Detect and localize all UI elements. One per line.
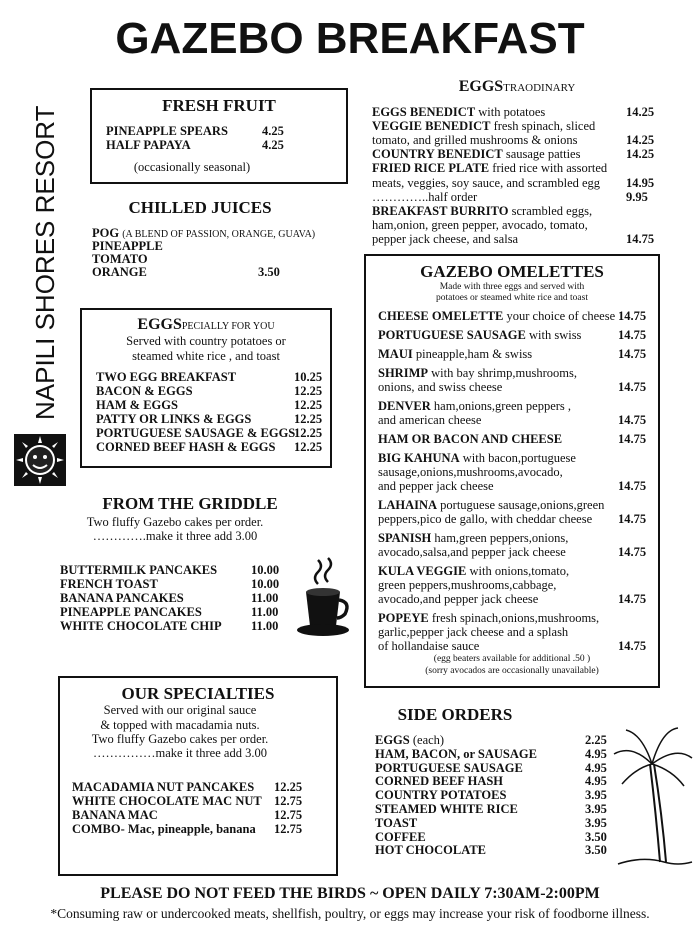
fruit-item-name: PINEAPPLE SPEARS bbox=[106, 124, 228, 138]
fresh-fruit-heading: FRESH FRUIT bbox=[162, 96, 276, 115]
egg-item-name: BACON & EGGS bbox=[96, 384, 193, 398]
side-order-name: COUNTRY POTATOES bbox=[375, 788, 507, 803]
omelette-desc: of hollandaise sauce bbox=[378, 639, 480, 653]
omelette-desc: avocado,and pepper jack cheese bbox=[378, 592, 539, 606]
omelette-price: 14.75 bbox=[618, 592, 647, 606]
egg-item-name: HAM & EGGS bbox=[96, 398, 178, 412]
eggspecially-heading bbox=[82, 316, 330, 334]
omelette-line bbox=[378, 639, 479, 654]
omelette-line bbox=[378, 399, 571, 414]
omelette-price: 14.75 bbox=[618, 328, 647, 342]
side-order-name: COFFEE bbox=[375, 829, 426, 844]
side-order-name: STEAMED WHITE RICE bbox=[375, 802, 518, 816]
eggstra-desc: …………..half order bbox=[372, 189, 478, 204]
omelette-desc: ham,green peppers,onions, bbox=[431, 531, 569, 545]
side-order-price: 4.95 bbox=[585, 774, 607, 789]
sun-face-icon bbox=[14, 434, 66, 486]
eggstra-desc: sausage patties bbox=[502, 147, 581, 162]
side-order-line bbox=[375, 830, 426, 845]
eggstra-desc: scrambled eggs, bbox=[508, 203, 593, 218]
omelette-desc: portuguese sausage,onions,green bbox=[437, 498, 605, 512]
omelette-price: 14.75 bbox=[618, 639, 647, 653]
omelette-name: BIG KAHUNA bbox=[378, 451, 460, 465]
side-order-name: PORTUGUESE SAUSAGE bbox=[375, 760, 523, 775]
griddle-item-price: 11.00 bbox=[251, 605, 279, 619]
omelette-desc: onions, and swiss cheese bbox=[378, 380, 503, 394]
palm-tree-icon bbox=[612, 724, 694, 874]
specialties-note: Two fluffy Gazebo cakes per order. bbox=[91, 732, 269, 746]
eggstra-line bbox=[372, 161, 607, 176]
omelette-name: SHRIMP bbox=[378, 366, 428, 380]
egg-item-price: 12.25 bbox=[294, 398, 323, 412]
juice-pog-name: POG bbox=[92, 226, 120, 240]
fruit-note: (occasionally seasonal) bbox=[133, 160, 251, 174]
eggspecially-box bbox=[80, 308, 332, 468]
footer-disclaimer: *Consuming raw or undercooked meats, shellfish, poultry, or eggs may increase your risk of foodborne illness. bbox=[50, 906, 650, 921]
egg-item-name: CORNED BEEF HASH & EGGS bbox=[96, 440, 276, 454]
side-order-price: 4.95 bbox=[585, 746, 607, 761]
omelette-name: MAUI bbox=[378, 347, 413, 361]
omelette-line bbox=[378, 498, 604, 513]
specialty-item-price: 12.75 bbox=[274, 822, 303, 836]
omelette-line bbox=[378, 347, 532, 362]
omelettes-heading: GAZEBO OMELETTES bbox=[420, 262, 604, 281]
side-order-price: 3.50 bbox=[585, 843, 607, 858]
eggstra-desc: with potatoes bbox=[475, 105, 546, 119]
eggstra-name: COUNTRY BENEDICT bbox=[372, 147, 503, 162]
omelette-price: 14.75 bbox=[618, 413, 647, 427]
omelettes-footnote: (egg beaters available for additional .50 ) bbox=[433, 654, 591, 664]
egg-item-price: 12.25 bbox=[294, 440, 323, 454]
side-order-desc: (each) bbox=[409, 733, 445, 747]
eggstra-line bbox=[372, 176, 600, 191]
specialty-item-name: MACADAMIA NUT PANCAKES bbox=[72, 780, 255, 794]
griddle-item-name: PINEAPPLE PANCAKES bbox=[60, 605, 202, 619]
omelette-name: CHEESE OMELETTE bbox=[378, 309, 504, 323]
juice-item: PINEAPPLE bbox=[92, 239, 163, 253]
eggspecially-heading-small: PECIALLY FOR YOU bbox=[181, 321, 275, 332]
eggstra-line bbox=[372, 147, 580, 162]
omelettes-note: Made with three eggs and served with bbox=[439, 282, 585, 292]
eggspecially-note: steamed white rice , and toast bbox=[132, 349, 280, 363]
omelette-desc: peppers,pico de gallo, with cheddar cheese bbox=[378, 512, 593, 526]
eggstra-name: EGGS BENEDICT bbox=[372, 105, 476, 119]
omelette-price: 14.75 bbox=[618, 309, 647, 323]
eggspecially-note: Served with country potatoes or bbox=[126, 334, 286, 348]
omelette-price: 14.75 bbox=[618, 432, 647, 446]
footer-hours: PLEASE DO NOT FEED THE BIRDS ~ OPEN DAILY 7:30AM-2:00PM bbox=[100, 885, 600, 902]
omelette-name: KULA VEGGIE bbox=[378, 564, 467, 578]
side-order-line bbox=[375, 843, 486, 858]
specialties-note: Served with our original sauce bbox=[103, 703, 257, 717]
menu-title: GAZEBO BREAKFAST bbox=[115, 14, 585, 63]
eggstra-desc: meats, veggies, soy sauce, and scrambled egg bbox=[372, 175, 601, 190]
griddle-item-price: 11.00 bbox=[251, 619, 279, 633]
omelette-desc: your choice of cheese bbox=[503, 309, 616, 323]
eggstra-line bbox=[372, 232, 518, 247]
side-order-price: 3.95 bbox=[585, 802, 607, 816]
omelette-line bbox=[378, 545, 566, 560]
griddle-item-name: BUTTERMILK PANCAKES bbox=[60, 563, 218, 577]
eggstra-desc: fried rice with assorted bbox=[489, 161, 608, 176]
omelette-line bbox=[378, 611, 599, 626]
omelette-name: DENVER bbox=[378, 399, 431, 413]
omelette-line bbox=[378, 380, 502, 395]
omelette-price: 14.75 bbox=[618, 545, 647, 559]
juice-item: TOMATO bbox=[92, 252, 148, 266]
side-order-line bbox=[375, 747, 537, 762]
eggstra-line bbox=[372, 190, 477, 205]
egg-item-price: 12.25 bbox=[294, 426, 323, 440]
side-order-line bbox=[375, 816, 417, 831]
side-order-price: 3.95 bbox=[585, 788, 607, 803]
side-order-name: CORNED BEEF HASH bbox=[375, 774, 504, 789]
eggstra-line bbox=[372, 218, 588, 233]
eggstra-price: 14.25 bbox=[626, 105, 655, 119]
omelette-desc: ham,onions,green peppers , bbox=[430, 399, 572, 413]
omelette-desc: with bacon,portuguese bbox=[459, 451, 576, 465]
eggspecially-heading-big: EGGS bbox=[137, 316, 182, 333]
specialties-note: & topped with macadamia nuts. bbox=[100, 718, 260, 732]
omelette-line bbox=[378, 413, 481, 428]
specialties-box bbox=[58, 676, 338, 876]
omelette-price: 14.75 bbox=[618, 380, 647, 394]
juice-price: 3.50 bbox=[258, 265, 280, 279]
specialties-heading: OUR SPECIALTIES bbox=[121, 684, 275, 703]
omelette-line bbox=[378, 564, 569, 579]
side-order-price: 2.25 bbox=[585, 733, 607, 747]
eggstra-name: FRIED RICE PLATE bbox=[372, 161, 490, 176]
eggstra-line bbox=[372, 119, 595, 134]
juices-heading: CHILLED JUICES bbox=[128, 198, 272, 217]
fruit-item-price: 4.25 bbox=[262, 124, 284, 138]
griddle-item-price: 10.00 bbox=[251, 563, 280, 577]
eggstra-desc: tomato, and grilled mushrooms & onions bbox=[372, 133, 578, 148]
omelette-line bbox=[378, 531, 568, 546]
side-order-line bbox=[375, 788, 506, 803]
omelette-name: HAM OR BACON AND CHEESE bbox=[378, 432, 563, 446]
eggstra-price: 14.25 bbox=[626, 147, 655, 162]
fresh-fruit-box bbox=[90, 88, 348, 184]
omelette-desc: with onions,tomato, bbox=[466, 564, 570, 578]
eggstra-name: VEGGIE BENEDICT bbox=[372, 119, 491, 134]
egg-item-name: TWO EGG BREAKFAST bbox=[96, 370, 237, 384]
fruit-item-name: HALF PAPAYA bbox=[106, 138, 191, 152]
side-order-name: HAM, BACON, or SAUSAGE bbox=[375, 746, 537, 761]
omelette-desc: with swiss bbox=[525, 328, 582, 342]
egg-item-price: 12.25 bbox=[294, 384, 323, 398]
omelette-line bbox=[378, 432, 562, 447]
omelette-line bbox=[378, 328, 581, 343]
omelette-line bbox=[378, 625, 568, 640]
eggstra-price: 14.75 bbox=[626, 231, 655, 246]
omelette-line bbox=[378, 512, 592, 527]
eggstra-line bbox=[372, 204, 592, 219]
omelette-line bbox=[378, 366, 577, 381]
omelette-desc: green peppers,mushrooms,cabbage, bbox=[378, 578, 557, 592]
side-order-name: EGGS bbox=[375, 733, 410, 747]
omelette-name: LAHAINA bbox=[378, 498, 438, 512]
specialty-item-name: COMBO- Mac, pineapple, banana bbox=[72, 822, 256, 836]
omelette-price: 14.75 bbox=[618, 347, 647, 361]
griddle-item-name: BANANA PANCAKES bbox=[60, 591, 184, 605]
omelette-desc: sausage,onions,mushrooms,avocado, bbox=[378, 465, 563, 479]
omelettes-note: potatoes or steamed white rice and toast bbox=[436, 293, 588, 303]
omelette-line bbox=[378, 479, 494, 494]
side-order-line bbox=[375, 802, 518, 817]
resort-name-vertical: NAPILI SHORES RESORT bbox=[30, 105, 60, 420]
omelette-line bbox=[378, 592, 538, 607]
omelette-line bbox=[378, 578, 556, 593]
griddle-note: ………….make it three add 3.00 bbox=[92, 529, 258, 543]
eggstra-desc: ham,onion, green pepper, avocado, tomato, bbox=[372, 217, 588, 232]
specialty-item-price: 12.25 bbox=[274, 780, 303, 794]
side-order-price: 3.50 bbox=[585, 829, 607, 844]
side-orders-heading: SIDE ORDERS bbox=[397, 705, 513, 724]
eggstra-line bbox=[372, 105, 545, 120]
griddle-note: Two fluffy Gazebo cakes per order. bbox=[86, 515, 264, 529]
side-order-price: 3.95 bbox=[585, 815, 607, 830]
griddle-item-price: 10.00 bbox=[251, 577, 280, 591]
eggstra-name: BREAKFAST BURRITO bbox=[372, 203, 509, 218]
eggstra-price: 9.95 bbox=[626, 189, 648, 204]
omelette-line bbox=[378, 465, 563, 480]
omelette-desc: garlic,pepper jack cheese and a splash bbox=[378, 625, 569, 639]
omelette-desc: fresh spinach,onions,mushrooms, bbox=[428, 611, 600, 625]
griddle-item-price: 11.00 bbox=[251, 591, 279, 605]
egg-item-name: PATTY OR LINKS & EGGS bbox=[96, 412, 252, 426]
side-order-price: 4.95 bbox=[585, 760, 607, 775]
eggstra-price: 14.95 bbox=[626, 175, 655, 190]
omelette-name: PORTUGUESE SAUSAGE bbox=[378, 328, 526, 342]
omelette-desc: and american cheese bbox=[378, 413, 482, 427]
omelette-line bbox=[378, 309, 615, 324]
griddle-heading: FROM THE GRIDDLE bbox=[102, 494, 278, 513]
omelette-name: POPEYE bbox=[378, 611, 429, 625]
omelette-desc: pineapple,ham & swiss bbox=[412, 347, 533, 361]
juice-item: ORANGE bbox=[92, 265, 147, 279]
side-order-line bbox=[375, 774, 503, 789]
eggstra-price: 14.25 bbox=[626, 133, 655, 148]
side-order-line bbox=[375, 761, 523, 776]
eggstraodinary-heading-big: EGGS bbox=[458, 78, 504, 95]
omelettes-footnote: (sorry avocados are occasionally unavailable) bbox=[425, 666, 599, 676]
eggstraodinary-heading-small: TRAODINARY bbox=[503, 82, 576, 94]
eggstra-line bbox=[372, 133, 578, 148]
specialty-item-price: 12.75 bbox=[274, 794, 303, 808]
fruit-item-price: 4.25 bbox=[262, 138, 284, 152]
eggstra-desc: pepper jack cheese, and salsa bbox=[372, 231, 519, 246]
side-order-line bbox=[375, 733, 444, 748]
specialty-item-name: WHITE CHOCOLATE MAC NUT bbox=[72, 794, 262, 808]
omelette-price: 14.75 bbox=[618, 479, 647, 493]
specialty-item-price: 12.75 bbox=[274, 808, 303, 822]
specialty-item-name: BANANA MAC bbox=[72, 808, 158, 822]
griddle-item-name: FRENCH TOAST bbox=[60, 577, 158, 591]
omelette-name: SPANISH bbox=[378, 531, 432, 545]
specialties-note: ……………make it three add 3.00 bbox=[93, 746, 267, 760]
side-order-name: HOT CHOCOLATE bbox=[375, 843, 487, 858]
side-order-name: TOAST bbox=[375, 815, 418, 830]
omelette-desc: avocado,salsa,and pepper jack cheese bbox=[378, 545, 566, 559]
egg-item-price: 12.25 bbox=[294, 412, 323, 426]
egg-item-price: 10.25 bbox=[294, 370, 323, 384]
eggstra-desc: fresh spinach, sliced bbox=[490, 119, 596, 134]
juice-pog-desc: (A BLEND OF PASSION, ORANGE, GUAVA) bbox=[122, 229, 316, 240]
omelette-desc: and pepper jack cheese bbox=[378, 479, 494, 493]
griddle-item-name: WHITE CHOCOLATE CHIP bbox=[60, 619, 222, 633]
coffee-cup-icon bbox=[296, 556, 356, 640]
egg-item-name: PORTUGUESE SAUSAGE & EGGS bbox=[96, 426, 296, 440]
omelette-line bbox=[378, 451, 576, 466]
omelette-desc: with bay shrimp,mushrooms, bbox=[428, 366, 577, 380]
eggstraodinary-heading bbox=[372, 78, 662, 96]
omelette-price: 14.75 bbox=[618, 512, 647, 526]
